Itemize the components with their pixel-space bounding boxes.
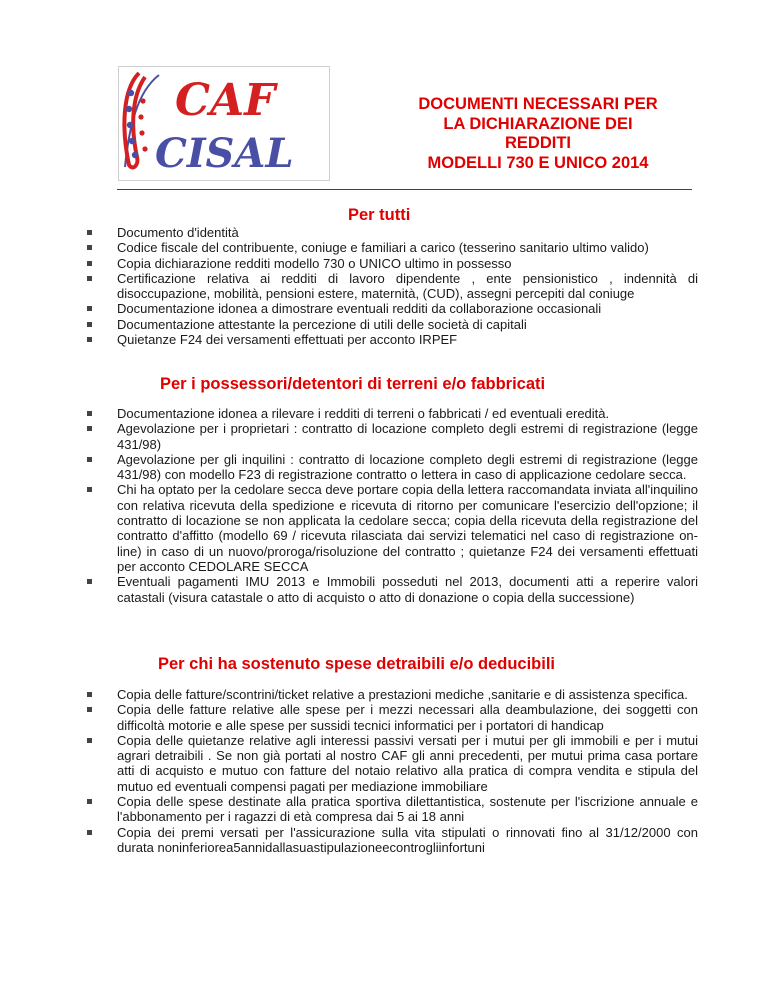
list-item: Copia delle spese destinate alla pratica sportiva dilettantistica, sostenute per l'iscrizione annuale e l'abbonamento per i ragazzi di età compresa dai 5 ai 18 anni xyxy=(82,794,698,825)
logo-caf-text: CAF xyxy=(175,75,276,126)
logo-graphic xyxy=(119,67,329,180)
list-item: Codice fiscale del contribuente, coniuge e familiari a carico (tesserino sanitario ultimo valido) xyxy=(82,240,698,255)
title-line: LA DICHIARAZIONE DEI xyxy=(443,114,633,133)
title-line: REDDITI xyxy=(505,134,571,152)
list-item: Eventuali pagamenti IMU 2013 e Immobili posseduti nel 2013, documenti atti a reperire valori catastali (visura catastale o atto di acquisto o atto di donazione o copia della successione) xyxy=(82,574,698,605)
list-item: Agevolazione per gli inquilini : contratto di locazione completo degli estremi di registrazione (legge 431/98) con modello F23 di registrazione contratto o lettera in caso di applicazione cedolare secca. xyxy=(82,452,698,483)
caf-cisal-logo xyxy=(118,66,330,181)
list-item: Copia dichiarazione redditi modello 730 o UNICO ultimo in possesso xyxy=(82,256,698,271)
list-item: Quietanze F24 dei versamenti effettuati per acconto IRPEF xyxy=(82,332,698,347)
list-item: Documentazione idonea a rilevare i redditi di terreni o fabbricati / ed eventuali eredità. xyxy=(82,406,698,421)
section-title-terreni-fabbricati: Per i possessori/detentori di terreni e/o fabbricati xyxy=(160,375,546,393)
document-title xyxy=(340,95,736,173)
list-item: Copia delle fatture relative alle spese per i mezzi necessari alla deambulazione, dei soggetti con difficoltà motorie e alle spese per sussidi tecnici informatici per i portatori di handicap xyxy=(82,702,698,733)
list-item: Documento d'identità xyxy=(82,225,698,240)
list-item: Documentazione attestante la percezione di utili delle società di capitali xyxy=(82,317,698,332)
list-per-tutti xyxy=(82,225,698,347)
list-item: Copia delle quietanze relative agli interessi passivi versati per i mutui per gli immobili e per i mutui agrari detraibili . Se non già portati al nostro CAF gli anni precedenti, per mutui prima casa portare atti di acquisto e mutuo con fatture del notaio relativo alla pratica di compra vendita e stipula del mutuo ed eventuali compensi pagati per mediazione immobiliare xyxy=(82,733,698,794)
list-item: Documentazione idonea a dimostrare eventuali redditi da collaborazione occasionali xyxy=(82,301,698,316)
logo-cisal-text: CISAL xyxy=(155,130,294,177)
list-item: Agevolazione per i proprietari : contratto di locazione completo degli estremi di registrazione (legge 431/98) xyxy=(82,421,698,452)
header-divider xyxy=(117,189,692,190)
title-line: DOCUMENTI NECESSARI PER xyxy=(418,95,658,113)
list-item: Chi ha optato per la cedolare secca deve portare copia della lettera raccomandata inviata all'inquilino con relativa ricevuta della spedizione e ricevuta di ritorno per comunicare l'esercizio dell'opzione; il contratto di locazione se non applicata la cedolare secca; copia della ricevuta della registrazione del contratto d'affitto (modello 69 / ricevuta rilasciata dai servizi telematici nel caso di registrazione on-line) in caso di un nuovo/proroga/risoluzione del contratto ; quietanze F24 dei versamenti effettuati per acconto CEDOLARE SECCA xyxy=(82,482,698,574)
title-line: MODELLI 730 E UNICO 2014 xyxy=(427,153,649,172)
list-item: Certificazione relativa ai redditi di lavoro dipendente , ente pensionistico , indennità di disoccupazione, mobilità, pensioni estere, maternità, (CUD), assegni percepiti dal coniuge xyxy=(82,271,698,302)
list-spese-detraibili xyxy=(82,687,698,855)
section-title-per-tutti: Per tutti xyxy=(348,206,411,224)
list-terreni-fabbricati xyxy=(82,406,698,605)
list-item: Copia dei premi versati per l'assicurazione sulla vita stipulati o rinnovati fino al 31/12/2000 con durata noninferiorea5annidallasuastipulazioneecontrogliinfortuni xyxy=(82,825,698,856)
list-item: Copia delle fatture/scontrini/ticket relative a prestazioni mediche ,sanitarie e di assistenza specifica. xyxy=(82,687,698,702)
section-title-spese-detraibili: Per chi ha sostenuto spese detraibili e/o deducibili xyxy=(158,655,556,673)
